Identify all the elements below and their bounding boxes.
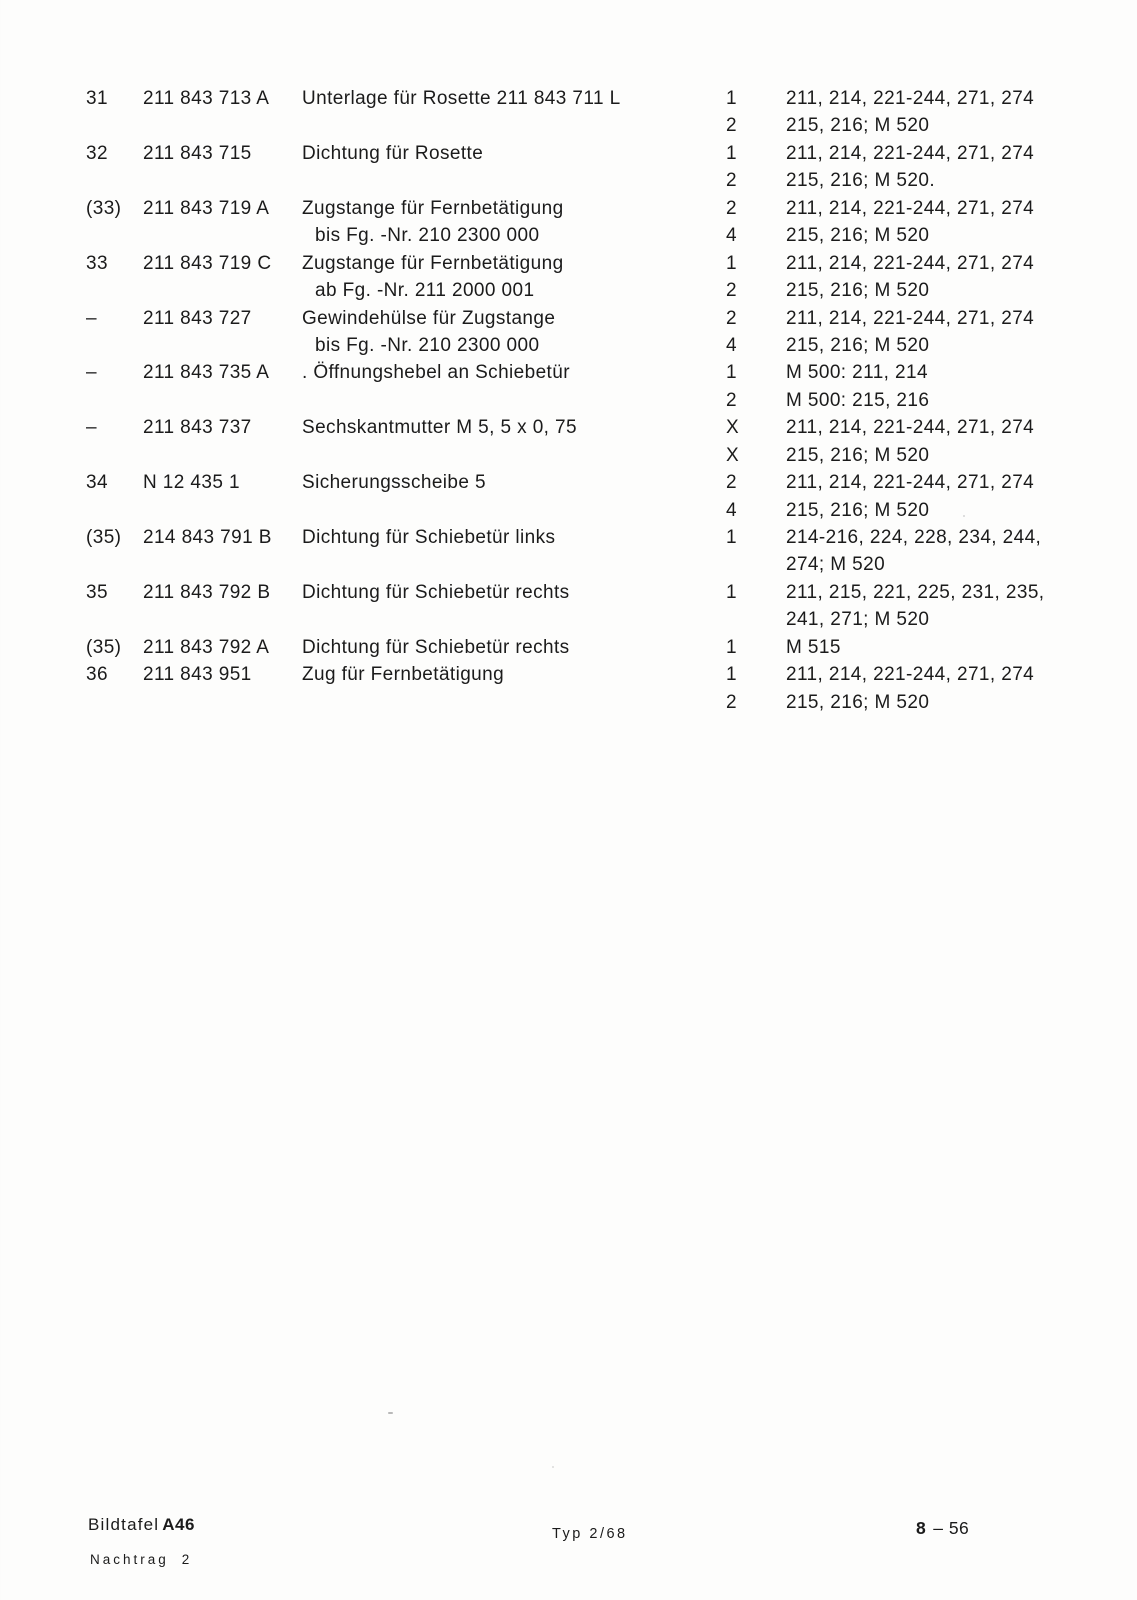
model-applicability: 215, 216; M 520 xyxy=(786,334,930,356)
part-description: Dichtung für Rosette xyxy=(302,142,484,164)
model-applicability: 211, 214, 221-244, 271, 274 xyxy=(786,88,1035,109)
part-description xyxy=(302,112,724,139)
table-row xyxy=(0,332,1137,359)
quantity: 1 xyxy=(726,664,737,686)
part-number: 211 843 737 xyxy=(143,417,252,439)
part-number: 211 843 951 xyxy=(143,664,252,686)
quantity: 2 xyxy=(726,115,737,137)
position-number xyxy=(86,497,143,524)
part-number xyxy=(143,387,302,414)
model-applicability: 274; M 520 xyxy=(786,554,886,576)
part-description: Dichtung für Schiebetür rechts xyxy=(302,636,570,658)
model-applicability: M 515 xyxy=(786,636,841,658)
model-applicability: 211, 214, 221-244, 271, 274 xyxy=(786,307,1035,329)
part-number: 211 843 792 B xyxy=(143,581,271,603)
position-number xyxy=(86,332,143,359)
quantity: 1 xyxy=(726,581,737,603)
quantity: 4 xyxy=(726,499,737,521)
model-applicability: 211, 215, 221, 225, 231, 235, xyxy=(786,581,1045,603)
scan-speck xyxy=(388,1412,393,1414)
model-applicability: 211, 214, 221-244, 271, 274 xyxy=(786,252,1035,274)
scan-speck xyxy=(552,1466,554,1468)
position-number: 32 xyxy=(86,142,108,164)
quantity: 2 xyxy=(726,170,737,192)
part-number xyxy=(143,112,302,139)
scan-speck xyxy=(963,515,965,517)
part-number xyxy=(143,442,302,469)
part-number: N 12 435 1 xyxy=(143,472,240,494)
part-description: Gewindehülse für Zugstange xyxy=(302,307,556,329)
quantity xyxy=(724,606,786,633)
quantity: 4 xyxy=(726,334,737,356)
table-row xyxy=(0,606,1137,633)
part-description: Sechskantmutter M 5, 5 x 0, 75 xyxy=(302,417,577,439)
quantity: 2 xyxy=(726,691,737,713)
model-applicability: 211, 214, 221-244, 271, 274 xyxy=(786,142,1035,164)
position-number xyxy=(86,167,143,194)
part-number xyxy=(143,606,302,633)
quantity: 1 xyxy=(726,362,737,384)
type-designation: Typ 2/68 xyxy=(552,1526,628,1542)
quantity: 1 xyxy=(726,252,737,274)
model-applicability: M 500: 215, 216 xyxy=(786,389,930,411)
part-description: Dichtung für Schiebetür links xyxy=(302,527,556,548)
part-description: Unterlage für Rosette 211 843 711 L xyxy=(302,88,621,109)
part-number: 211 843 719 A xyxy=(143,197,270,219)
model-applicability: 215, 216; M 520. xyxy=(786,170,936,192)
plate-reference xyxy=(88,1513,195,1537)
table-row xyxy=(0,195,1137,222)
supplement-label: Nachtrag xyxy=(90,1552,169,1567)
quantity: 4 xyxy=(726,225,737,247)
table-row xyxy=(0,442,1137,469)
quantity: 1 xyxy=(726,636,737,658)
part-description: bis Fg. -Nr. 210 2300 000 xyxy=(315,225,540,247)
position-number: 35 xyxy=(86,581,108,603)
position-number xyxy=(86,442,143,469)
page-group: 8 xyxy=(916,1518,927,1538)
position-number: 36 xyxy=(86,664,108,686)
part-description: . Öffnungshebel an Schiebetür xyxy=(302,362,570,384)
table-row xyxy=(0,359,1137,386)
part-number xyxy=(143,222,302,249)
part-description: Zugstange für Fernbetätigung xyxy=(302,252,564,274)
part-number: 211 843 735 A xyxy=(143,362,270,384)
table-row xyxy=(0,579,1137,606)
part-description: Dichtung für Schiebetür rechts xyxy=(302,581,570,603)
table-row xyxy=(0,689,1137,716)
model-applicability: 214-216, 224, 228, 234, 244, xyxy=(786,527,1042,548)
quantity: 2 xyxy=(726,307,737,329)
part-description: bis Fg. -Nr. 210 2300 000 xyxy=(315,334,540,356)
part-number xyxy=(143,689,302,716)
part-number xyxy=(143,332,302,359)
part-number xyxy=(143,277,302,304)
model-applicability: 215, 216; M 520 xyxy=(786,444,930,466)
supplement-note xyxy=(90,1551,189,1569)
position-number: 31 xyxy=(86,88,108,109)
position-number xyxy=(86,689,143,716)
part-number: 211 843 719 C xyxy=(143,252,272,274)
table-row xyxy=(0,524,1137,551)
part-description: Zugstange für Fernbetätigung xyxy=(302,197,564,219)
model-applicability: 241, 271; M 520 xyxy=(786,609,930,631)
table-row xyxy=(0,387,1137,414)
table-row xyxy=(0,414,1137,441)
position-number: – xyxy=(86,362,97,384)
part-number: 211 843 713 A xyxy=(143,88,270,109)
part-description xyxy=(302,167,724,194)
model-applicability: 211, 214, 221-244, 271, 274 xyxy=(786,197,1035,219)
table-row xyxy=(0,277,1137,304)
table-row xyxy=(0,661,1137,688)
position-number: – xyxy=(86,417,97,439)
table-row xyxy=(0,250,1137,277)
quantity: 1 xyxy=(726,88,737,109)
quantity xyxy=(724,551,786,578)
model-applicability: 215, 216; M 520 xyxy=(786,499,930,521)
quantity: X xyxy=(726,444,740,466)
page-rest: – 56 xyxy=(933,1518,970,1538)
part-description: Zug für Fernbetätigung xyxy=(302,664,505,686)
position-number: 33 xyxy=(86,252,108,274)
table-row xyxy=(0,222,1137,249)
quantity: 2 xyxy=(726,280,737,302)
quantity: X xyxy=(726,417,740,439)
table-row xyxy=(0,85,1137,112)
model-applicability: 215, 216; M 520 xyxy=(786,225,930,247)
model-applicability: M 500: 211, 214 xyxy=(786,362,928,384)
part-number: 211 843 792 A xyxy=(143,636,270,658)
position-number xyxy=(86,277,143,304)
table-row xyxy=(0,497,1137,524)
part-description xyxy=(302,442,724,469)
model-applicability: 211, 214, 221-244, 271, 274 xyxy=(786,472,1035,494)
part-description xyxy=(302,387,724,414)
part-number: 214 843 791 B xyxy=(143,527,272,548)
part-number: 211 843 727 xyxy=(143,307,252,329)
quantity: 2 xyxy=(726,197,737,219)
position-number xyxy=(86,551,143,578)
part-description xyxy=(302,689,724,716)
plate-label: Bildtafel xyxy=(88,1515,160,1534)
position-number xyxy=(86,387,143,414)
part-number: 211 843 715 xyxy=(143,142,252,164)
table-row xyxy=(0,112,1137,139)
position-number xyxy=(86,606,143,633)
position-number xyxy=(86,222,143,249)
quantity: 2 xyxy=(726,389,737,411)
part-number xyxy=(143,551,302,578)
table-row xyxy=(0,469,1137,496)
part-description xyxy=(302,551,724,578)
table-row xyxy=(0,305,1137,332)
position-number: 34 xyxy=(86,472,108,494)
model-applicability: 211, 214, 221-244, 271, 274 xyxy=(786,664,1035,686)
part-description xyxy=(302,497,724,524)
model-applicability: 211, 214, 221-244, 271, 274 xyxy=(786,417,1035,439)
position-number xyxy=(86,112,143,139)
quantity: 2 xyxy=(726,472,737,494)
position-number: – xyxy=(86,307,97,329)
parts-table xyxy=(0,85,1137,716)
part-number xyxy=(143,167,302,194)
supplement-number: 2 xyxy=(181,1552,190,1567)
model-applicability: 215, 216; M 520 xyxy=(786,115,930,137)
position-number: (33) xyxy=(86,197,122,219)
table-row xyxy=(0,634,1137,661)
part-number xyxy=(143,497,302,524)
position-number: (35) xyxy=(86,636,122,658)
table-row xyxy=(0,140,1137,167)
table-row xyxy=(0,551,1137,578)
quantity: 1 xyxy=(726,142,737,164)
model-applicability: 215, 216; M 520 xyxy=(786,691,930,713)
position-number: (35) xyxy=(86,527,122,548)
page-number xyxy=(916,1516,969,1540)
quantity: 1 xyxy=(726,527,737,548)
model-applicability: 215, 216; M 520 xyxy=(786,280,930,302)
part-description xyxy=(302,606,724,633)
part-description: Sicherungsscheibe 5 xyxy=(302,472,486,494)
part-description: ab Fg. -Nr. 211 2000 001 xyxy=(315,280,535,302)
plate-id: A46 xyxy=(162,1515,195,1534)
table-row xyxy=(0,167,1137,194)
